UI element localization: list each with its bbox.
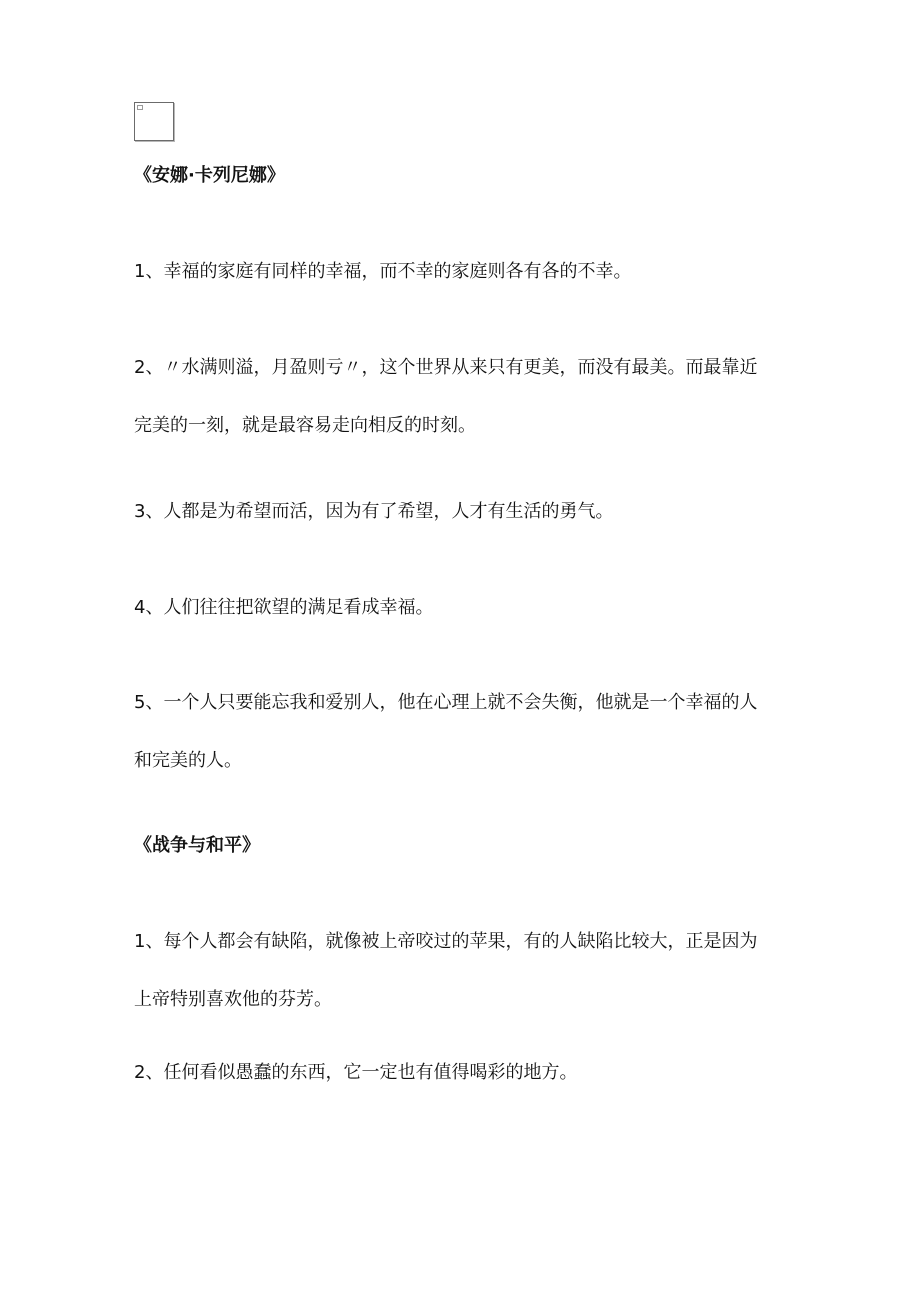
quote-item — [134, 354, 784, 440]
quote-item — [134, 689, 784, 775]
section-title-anna-karenina: 《安娜·卡列尼娜》 — [134, 165, 285, 186]
quote-item — [134, 928, 784, 1014]
quote-line: 2、〃水满则溢，月盈则亏〃，这个世界从来只有更美，而没有最美。而最靠近 — [134, 357, 758, 378]
quote-line: 1、幸福的家庭有同样的幸福，而不幸的家庭则各有各的不幸。 — [134, 261, 632, 282]
quote-item — [134, 594, 784, 622]
quote-item — [134, 258, 784, 286]
quote-line: 1、每个人都会有缺陷，就像被上帝咬过的苹果，有的人缺陷比较大，正是因为 — [134, 931, 758, 952]
quote-item — [134, 1059, 784, 1087]
quote-line: 4、人们往往把欲望的满足看成幸福。 — [134, 597, 434, 618]
quote-line: 5、一个人只要能忘我和爱别人，他在心理上就不会失衡，他就是一个幸福的人 — [134, 692, 758, 713]
quote-line: 和完美的人。 — [134, 750, 242, 771]
quote-line: 完美的一刻，就是最容易走向相反的时刻。 — [134, 415, 476, 436]
quote-line: 2、任何看似愚蠢的东西，它一定也有值得喝彩的地方。 — [134, 1062, 578, 1083]
quote-item — [134, 498, 784, 526]
section-title-war-and-peace: 《战争与和平》 — [134, 835, 260, 856]
quote-line: 上帝特别喜欢他的芬芳。 — [134, 989, 332, 1010]
image-placeholder-icon — [134, 102, 174, 141]
quote-line: 3、人都是为希望而活，因为有了希望，人才有生活的勇气。 — [134, 501, 614, 522]
